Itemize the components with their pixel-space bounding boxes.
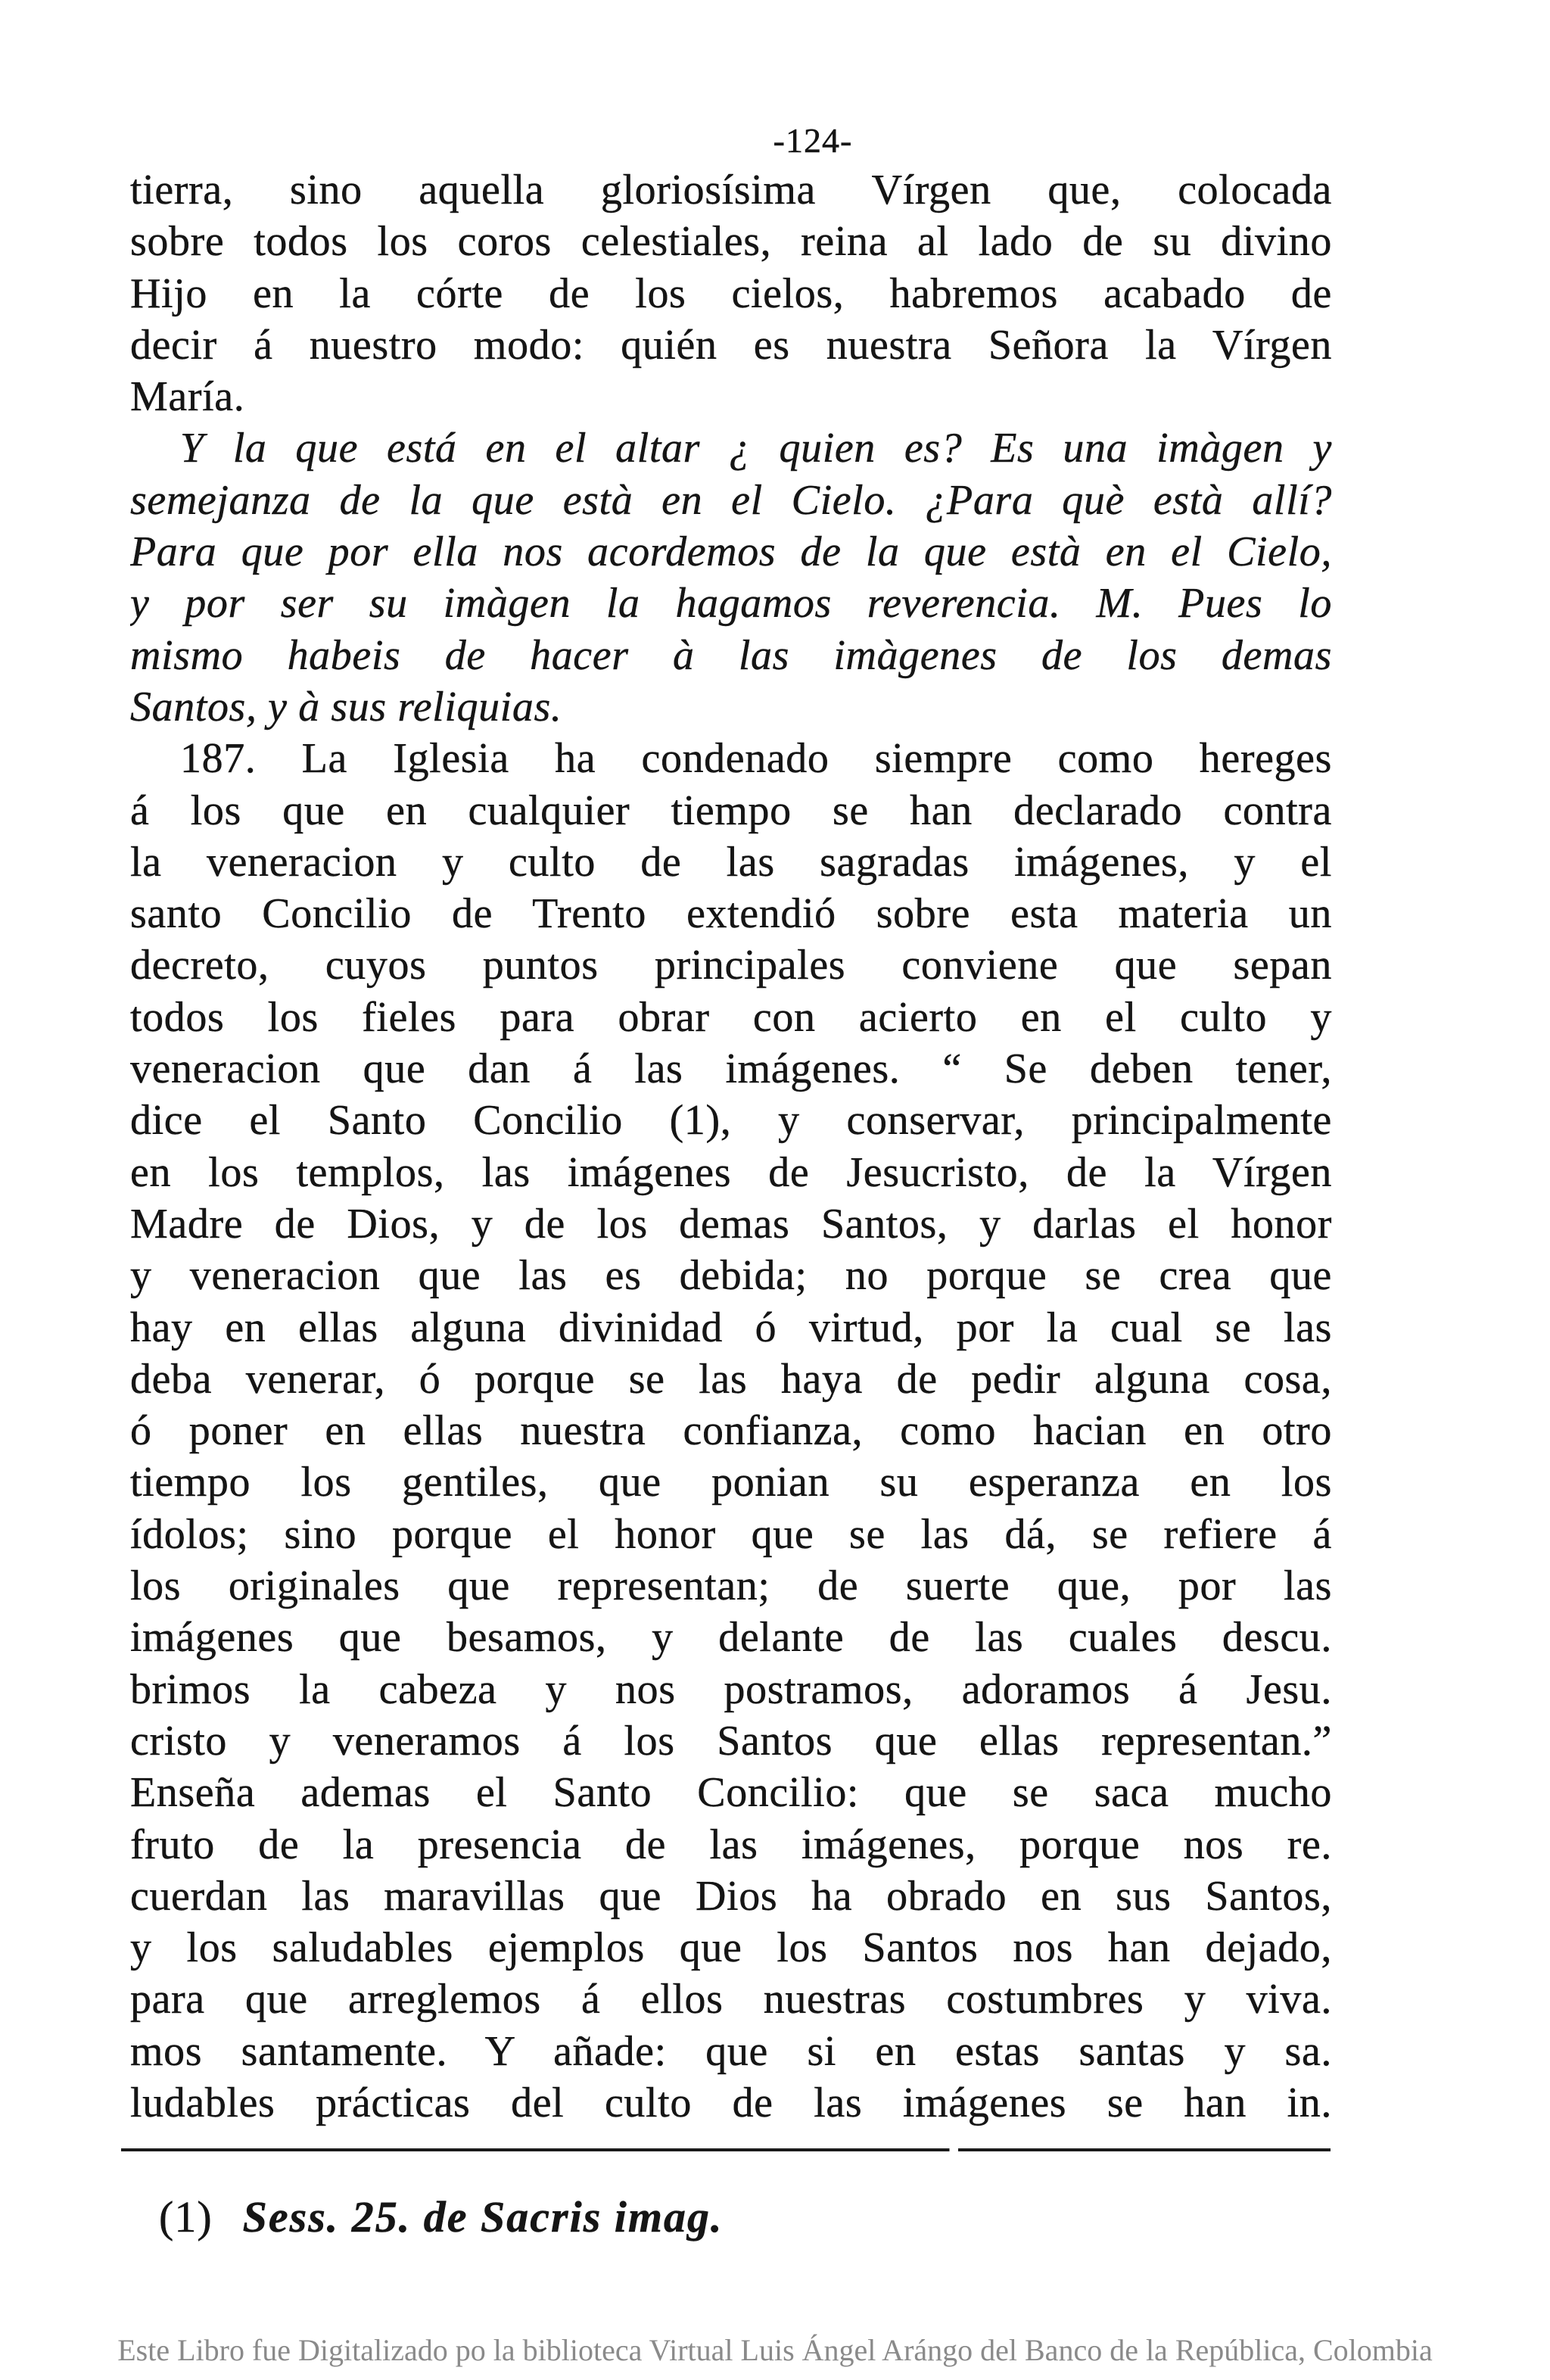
digitization-credit: Este Libro fue Digitalizado po la biblioteca Virtual Luis Ángel Arángo del Banco de la República, Colombia xyxy=(117,2333,1433,2367)
footnote xyxy=(159,2190,724,2244)
text-line: ídolos; sino porque el honor que se las dá, se refiere á xyxy=(130,1510,1332,1558)
footnote-divider xyxy=(121,2148,1331,2151)
text-line: decir á nuestro modo: quién es nuestra Señora la Vírgen xyxy=(130,321,1332,369)
paragraph-1 xyxy=(130,164,1332,422)
text-line: la veneracion y culto de las sagradas imágenes, y el xyxy=(130,838,1332,886)
text-line: ó poner en ellas nuestra confianza, como hacian en otro xyxy=(130,1407,1332,1455)
text-line: para que arreglemos á ellos nuestras costumbres y viva. xyxy=(130,1976,1332,2023)
text-line: en los templos, las imágenes de Jesucristo, de la Vírgen xyxy=(130,1148,1332,1196)
text-line: hay en ellas alguna divinidad ó virtud, por la cual se las xyxy=(130,1304,1332,1351)
text-line: santo Concilio de Trento extendió sobre esta materia un xyxy=(130,890,1332,938)
dialogue-paragraph xyxy=(130,422,1332,733)
body-text xyxy=(130,164,1332,2129)
text-line: Santos, y à sus reliquias. xyxy=(130,683,562,731)
text-line: tierra, sino aquella gloriosísima Vírgen que, colocada xyxy=(130,167,1332,213)
text-line: brimos la cabeza y nos postramos, adoramos á Jesu. xyxy=(130,1665,1332,1713)
text-line: Madre de Dios, y de los demas Santos, y darlas el honor xyxy=(130,1200,1332,1248)
text-line: y los saludables ejemplos que los Santos nos han dejado, xyxy=(130,1924,1332,1972)
text-line: decreto, cuyos puntos principales conviene que sepan xyxy=(130,942,1332,989)
footnote-text: Sess. 25. de Sacris imag. xyxy=(242,2192,724,2241)
text-line: mos santamente. Y añade: que si en estas santas y sa. xyxy=(130,2027,1332,2075)
text-line: mismo habeis de hacer à las imàgenes de los demas xyxy=(130,631,1332,679)
text-line: ludables prácticas del culto de las imágenes se han in. xyxy=(130,2079,1332,2126)
text-line: y veneracion que las es debida; no porque se crea que xyxy=(130,1252,1332,1300)
text-line: á los que en cualquier tiempo se han declarado contra xyxy=(130,787,1332,834)
text-line: 187. La Iglesia ha condenado siempre como hereges xyxy=(180,735,1332,783)
text-line: todos los fieles para obrar con acierto en el culto y xyxy=(130,993,1332,1041)
text-line: Para que por ella nos acordemos de la que està en el Cielo, xyxy=(130,528,1332,576)
text-line: María. xyxy=(130,373,245,421)
text-line: Hijo en la córte de los cielos, habremos acabado de xyxy=(130,269,1332,317)
text-line: imágenes que besamos, y delante de las cuales descu. xyxy=(130,1614,1332,1662)
text-line: sobre todos los coros celestiales, reina al lado de su divino xyxy=(130,218,1332,266)
text-line: los originales que representan; de suerte que, por las xyxy=(130,1562,1332,1610)
text-line: y por ser su imàgen la hagamos reverencia. M. Pues lo xyxy=(130,580,1332,628)
text-line: tiempo los gentiles, que ponian su esperanza en los xyxy=(130,1459,1332,1506)
text-line: semejanza de la que està en el Cielo. ¿Para què està allí? xyxy=(130,476,1332,524)
footnote-marker: (1) xyxy=(159,2192,213,2241)
text-line: fruto de la presencia de las imágenes, porque nos re. xyxy=(130,1821,1332,1868)
text-line: cristo y veneramos á los Santos que ellas representan.” xyxy=(130,1717,1332,1765)
text-line: veneracion que dan á las imágenes. “ Se deben tener, xyxy=(130,1045,1332,1093)
page-number: -124- xyxy=(773,121,853,160)
text-line: cuerdan las maravillas que Dios ha obrado en sus Santos, xyxy=(130,1872,1332,1920)
text-line: Y la que está en el altar ¿ quien es? Es una imàgen y xyxy=(180,425,1332,472)
text-line: Enseña ademas el Santo Concilio: que se saca mucho xyxy=(130,1769,1332,1817)
text-line: deba venerar, ó porque se las haya de pedir alguna cosa, xyxy=(130,1355,1332,1403)
paragraph-187 xyxy=(130,733,1332,2129)
text-line: dice el Santo Concilio (1), y conservar, principalmente xyxy=(130,1097,1332,1145)
